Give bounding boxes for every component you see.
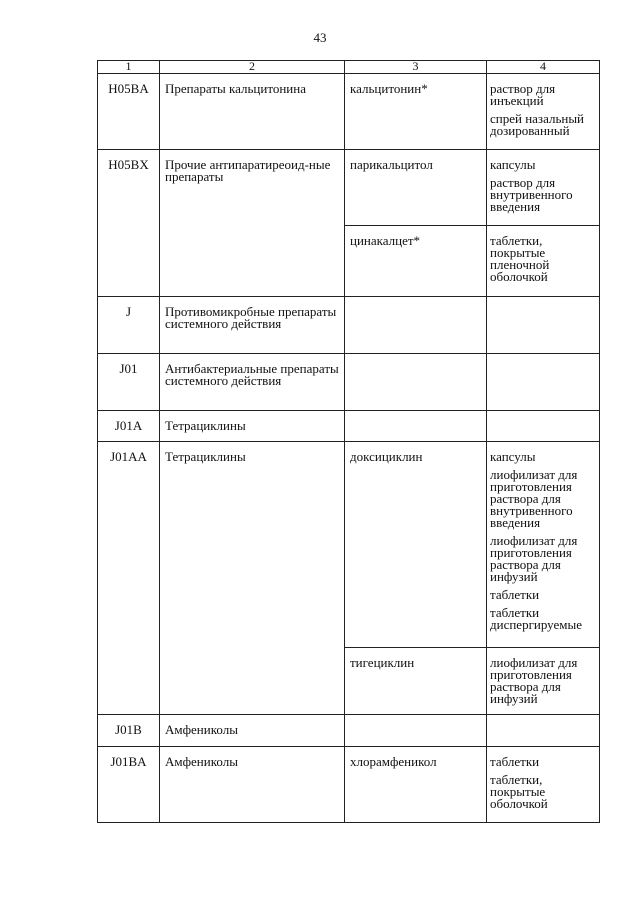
atc-code: H05BX	[98, 150, 160, 297]
atc-code: J01BA	[98, 747, 160, 823]
column-header: 4	[487, 61, 600, 74]
table-row	[98, 442, 600, 648]
empty-cell	[487, 297, 600, 354]
group-name: Препараты кальцитонина	[160, 74, 345, 150]
empty-cell	[487, 715, 600, 747]
dosage-form: таблетки, покрытые пленочной оболочкой	[490, 233, 550, 284]
substance-name: хлорамфеникол	[345, 747, 487, 823]
atc-code: J01AA	[98, 442, 160, 715]
dosage-form: таблетки, покрытые оболочкой	[490, 772, 548, 811]
empty-cell	[345, 297, 487, 354]
table-row	[98, 297, 600, 354]
dosage-form: лиофилизат для приготовления раствора для инфузий	[490, 655, 578, 706]
dosage-form: лиофилизат для приготовления раствора для внутривенного введения	[490, 467, 578, 530]
group-name: Прочие антипаратиреоид-ные препараты	[160, 150, 345, 297]
column-header: 2	[160, 61, 345, 74]
table-row	[98, 150, 600, 226]
dosage-form: таблетки	[490, 587, 540, 602]
dosage-form: капсулы	[490, 449, 536, 464]
table-row	[98, 411, 600, 442]
table-row	[98, 747, 600, 823]
group-name: Антибактериальные препараты системного действия	[160, 354, 345, 411]
table-row	[98, 354, 600, 411]
dosage-form: спрей назальный дозированный	[490, 111, 585, 138]
table-header-row	[98, 61, 600, 74]
empty-cell	[487, 354, 600, 411]
group-name: Амфениколы	[160, 715, 345, 747]
group-name: Противомикробные препараты системного действия	[160, 297, 345, 354]
dosage-forms	[487, 648, 600, 715]
atc-code: H05BA	[98, 74, 160, 150]
empty-cell	[487, 411, 600, 442]
dosage-form: раствор для внутривенного введения	[490, 175, 573, 214]
empty-cell	[345, 715, 487, 747]
substance-name: цинакалцет*	[345, 226, 487, 297]
dosage-form: таблетки	[490, 754, 540, 769]
group-name: Тетрациклины	[160, 442, 345, 715]
dosage-forms	[487, 226, 600, 297]
substance-name: доксициклин	[345, 442, 487, 648]
atc-code: J01	[98, 354, 160, 411]
dosage-form: раствор для инъекций	[490, 81, 556, 108]
dosage-form: лиофилизат для приготовления раствора для инфузий	[490, 533, 578, 584]
column-header: 3	[345, 61, 487, 74]
dosage-forms	[487, 150, 600, 226]
page-number: 43	[313, 30, 327, 45]
atc-code: J	[98, 297, 160, 354]
table-row	[98, 715, 600, 747]
dosage-forms	[487, 747, 600, 823]
atc-code: J01A	[98, 411, 160, 442]
substance-name: кальцитонин*	[345, 74, 487, 150]
dosage-form: таблетки диспергируемые	[490, 605, 583, 632]
empty-cell	[345, 411, 487, 442]
substance-name: парикальцитол	[345, 150, 487, 226]
table-row	[98, 74, 600, 150]
empty-cell	[345, 354, 487, 411]
atc-code: J01B	[98, 715, 160, 747]
dosage-form: капсулы	[490, 157, 536, 172]
substance-name: тигециклин	[345, 648, 487, 715]
drug-classification-table	[97, 60, 600, 823]
group-name: Тетрациклины	[160, 411, 345, 442]
column-header: 1	[98, 61, 160, 74]
dosage-forms	[487, 74, 600, 150]
group-name: Амфениколы	[160, 747, 345, 823]
dosage-forms	[487, 442, 600, 648]
